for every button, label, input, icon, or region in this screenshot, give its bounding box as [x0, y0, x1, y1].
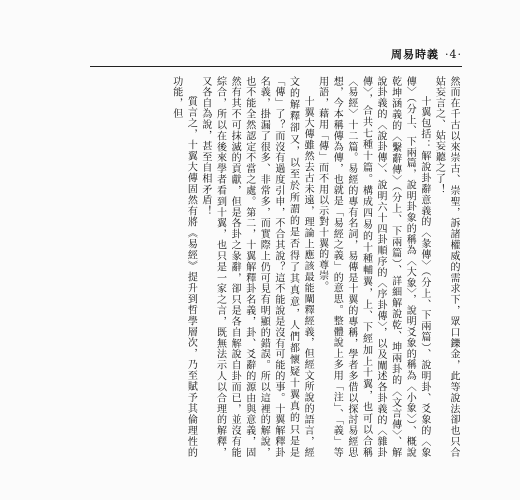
header-rule	[90, 66, 462, 67]
paragraph: 然而在千古以來崇古、崇聖，訴諸權威的需求下，眾口鑠金，此等說法卻也只合姑妄言之、姑妄聽之了！	[433, 76, 459, 458]
page-number: ·4·	[445, 47, 462, 61]
paragraph: 質言之，十翼大傳固然有將《易經》提升到哲學層次，乃至賦予其倫理性的功能，但	[170, 76, 197, 458]
running-header	[391, 46, 462, 62]
paragraph: 十翼包括：解說卦辭意義的〈彖傳〉（分上、下兩篇）、說明卦、爻象的〈象傳〉（分上、下兩篇，說明卦象的稱為〈大象〉，說明爻象的稱為〈小象〉）、概說乾坤涵義的〈繫辭傳〉（分上、下兩篇）、詳細解說乾、坤兩卦的〈文言傳〉、解說卦義的〈說卦傳〉、說明六十四卦順序的〈序卦傳〉，以及闡述各卦義的〈雜卦傳〉，合共七種十篇。構成四易的十種輔翼，上、下經加上十翼，也可以合稱〈易經〉十二篇。易經的專有名詞，易傳是十翼的專稱，學者多借以探討易經思想，今本稱傳為傳，也就是「易經之義」的意思。整體說上多用「注」、「義」等用語，藉用「傳」而不用以示對十翼的尊崇。	[316, 76, 430, 458]
paragraph: 十翼大傳雖然去古未遠，理論上應該最能闡釋經義，但經文所說的語言，經文的解釋卻又，以至於所謂的是否得了其真意，人們都懷疑十翼真的只是是「傳」了？而沒有過度引申，不合其說？這不能說是沒有可能的事。十翼解釋卦名義，掛漏了很多、非常多，而實際上仍可見有明顯的錯誤。所以這裡的解說，也不能全然認定不當之處。第二，十翼解釋卦名義，卦、爻辭的源由與意義，固然有其不可抹滅的貢獻，但是各卦之彖辭，卻只是各自解說自卦而已，並沒有能綜合，所以在後來學者看到十翼，也只是一家之言，既無法示人以合理的解釋，又各自為說，甚至自相矛盾！	[199, 76, 314, 458]
book-title: 周易時義	[391, 48, 439, 61]
vertical-body-text	[96, 76, 460, 458]
